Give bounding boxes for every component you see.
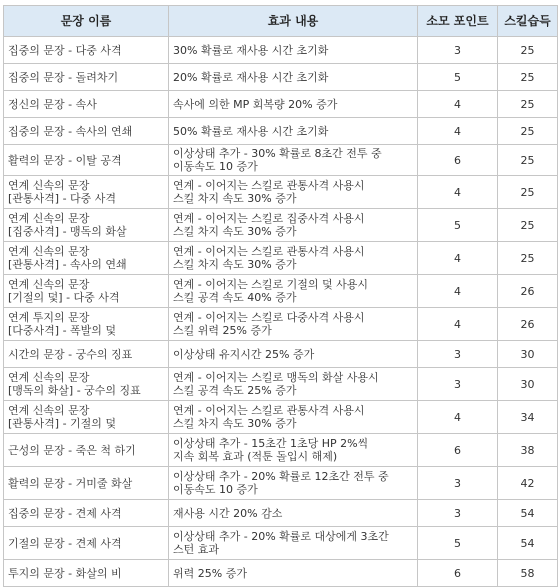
- crest-points-cell: 4: [418, 176, 498, 209]
- table-row: [4, 242, 558, 275]
- crest-effect-line: 이상상태 추가 - 30% 확률로 8초간 전투 중: [173, 147, 382, 160]
- crest-effect-line: 위력 25% 증가: [173, 566, 247, 580]
- table-row: [4, 176, 558, 209]
- crest-level-cell: 25: [498, 242, 558, 275]
- crest-points-cell: 6: [418, 145, 498, 176]
- crest-effect-cell: [169, 37, 418, 64]
- crest-name-cell: [4, 308, 169, 341]
- table-row: [4, 37, 558, 64]
- crest-effect-line: 지속 회복 효과 (적툰 돌입시 해제): [173, 450, 338, 463]
- table-row: [4, 527, 558, 560]
- crest-effect-line: 연계 - 이어지는 스킬로 집중사격 사용시: [173, 212, 365, 225]
- crest-name-line: 활력의 문장 - 거미줄 화살: [8, 476, 133, 490]
- crest-effect-cell: [169, 308, 418, 341]
- table-row: [4, 434, 558, 467]
- crest-effect-line: 스킬 차지 속도 30% 증가: [173, 225, 297, 238]
- crest-name-cell: [4, 401, 169, 434]
- table-row: [4, 401, 558, 434]
- crest-effect-line: 연계 - 이어지는 스킬로 관통사격 사용시: [173, 245, 365, 258]
- crest-name-cell: [4, 527, 169, 560]
- crest-effect-cell: [169, 341, 418, 368]
- crest-level-cell: 25: [498, 118, 558, 145]
- crest-name-line: 연계 투지의 문장: [8, 311, 90, 324]
- crest-effect-line: 재사용 시간 20% 감소: [173, 506, 283, 520]
- crest-effect-line: 이동속도 10 증가: [173, 160, 258, 173]
- crest-name-cell: [4, 64, 169, 91]
- crest-level-cell: 30: [498, 368, 558, 401]
- crest-level-cell: 42: [498, 467, 558, 500]
- crest-name-line: 연계 신속의 문장: [8, 212, 90, 225]
- crest-name-line: 집중의 문장 - 견제 사격: [8, 506, 122, 520]
- crest-effect-line: 연계 - 이어지는 스킬로 관통사격 사용시: [173, 179, 365, 192]
- crest-level-cell: 54: [498, 500, 558, 527]
- crest-level-cell: 25: [498, 64, 558, 91]
- table-row: [4, 64, 558, 91]
- crest-effect-cell: [169, 91, 418, 118]
- crest-name-cell: [4, 91, 169, 118]
- crest-name-line: [집중사격] - 맹독의 화살: [8, 225, 127, 238]
- crest-name-cell: [4, 209, 169, 242]
- crest-effect-line: 스킬 위력 25% 증가: [173, 324, 272, 337]
- crest-effect-line: 스킬 공격 속도 25% 증가: [173, 384, 297, 397]
- crest-name-cell: [4, 500, 169, 527]
- crest-name-line: 시간의 문장 - 궁수의 징표: [8, 347, 133, 361]
- crest-effect-line: 스킬 공격 속도 40% 증가: [173, 291, 297, 304]
- table-row: [4, 145, 558, 176]
- crest-effect-cell: [169, 434, 418, 467]
- crest-points-cell: 4: [418, 118, 498, 145]
- crest-name-line: 연계 신속의 문장: [8, 371, 90, 384]
- crest-effect-line: 스턴 효과: [173, 543, 220, 556]
- crest-name-line: 연계 신속의 문장: [8, 278, 90, 291]
- crest-name-line: [다중사격] - 폭발의 덫: [8, 324, 117, 337]
- crest-effect-line: 연계 - 이어지는 스킬로 다중사격 사용시: [173, 311, 365, 324]
- crest-level-cell: 25: [498, 209, 558, 242]
- crest-effect-cell: [169, 560, 418, 587]
- crest-name-line: [관통사격] - 다중 사격: [8, 192, 117, 205]
- crest-level-cell: 26: [498, 308, 558, 341]
- crest-effect-line: 이동속도 10 증가: [173, 483, 258, 496]
- crest-level-cell: 58: [498, 560, 558, 587]
- crest-name-line: 집중의 문장 - 다중 사격: [8, 43, 122, 57]
- table-header-row: [4, 6, 558, 37]
- crest-points-cell: 4: [418, 242, 498, 275]
- crest-level-cell: 54: [498, 527, 558, 560]
- crest-name-cell: [4, 275, 169, 308]
- crest-points-cell: 4: [418, 275, 498, 308]
- crest-name-line: 연계 신속의 문장: [8, 179, 90, 192]
- crest-effect-line: 이상상태 추가 - 15초간 1초당 HP 2%씩: [173, 437, 369, 450]
- table-row: [4, 341, 558, 368]
- crest-name-line: 투지의 문장 - 화살의 비: [8, 566, 122, 580]
- crest-effect-cell: [169, 64, 418, 91]
- table-row: [4, 368, 558, 401]
- crest-level-cell: 30: [498, 341, 558, 368]
- crest-name-line: [관통사격] - 기절의 덫: [8, 417, 117, 430]
- crest-name-line: [맹독의 화살] - 궁수의 징표: [8, 384, 141, 397]
- crest-name-line: 기절의 문장 - 견제 사격: [8, 536, 122, 550]
- column-header-name: 문장 이름: [4, 6, 169, 37]
- crest-name-line: [기절의 덫] - 다중 사격: [8, 291, 120, 304]
- crest-effect-line: 이상상태 추가 - 20% 확률로 대상에게 3초간: [173, 530, 389, 543]
- crest-level-cell: 25: [498, 176, 558, 209]
- crest-effect-cell: [169, 527, 418, 560]
- crest-points-cell: 5: [418, 64, 498, 91]
- crest-name-cell: [4, 341, 169, 368]
- crest-effect-cell: [169, 242, 418, 275]
- crest-points-cell: 3: [418, 500, 498, 527]
- table-body: [4, 37, 558, 587]
- crest-name-cell: [4, 434, 169, 467]
- crest-name-line: 집중의 문장 - 속사의 연쇄: [8, 124, 133, 138]
- crest-effect-cell: [169, 368, 418, 401]
- crest-name-line: [관통사격] - 속사의 연쇄: [8, 258, 127, 271]
- crest-name-cell: [4, 118, 169, 145]
- crest-effect-cell: [169, 118, 418, 145]
- table-row: [4, 560, 558, 587]
- crest-points-cell: 3: [418, 368, 498, 401]
- crest-level-cell: 38: [498, 434, 558, 467]
- crest-points-cell: 6: [418, 560, 498, 587]
- crest-effect-line: 연계 - 이어지는 스킬로 기절의 덫 사용시: [173, 278, 368, 291]
- crest-level-cell: 25: [498, 145, 558, 176]
- crest-name-cell: [4, 37, 169, 64]
- crest-name-line: 정신의 문장 - 속사: [8, 97, 97, 111]
- crest-effect-cell: [169, 275, 418, 308]
- crest-points-cell: 5: [418, 209, 498, 242]
- crest-effect-line: 이상상태 추가 - 20% 확률로 12초간 전투 중: [173, 470, 389, 483]
- crest-effect-line: 이상상태 유지시간 25% 증가: [173, 347, 315, 361]
- crest-effect-cell: [169, 176, 418, 209]
- crest-table: [3, 5, 558, 587]
- crest-name-cell: [4, 368, 169, 401]
- column-header-points: 소모 포인트: [418, 6, 498, 37]
- crest-effect-line: 20% 확률로 재사용 시간 초기화: [173, 70, 329, 84]
- crest-level-cell: 25: [498, 37, 558, 64]
- crest-effect-cell: [169, 145, 418, 176]
- table-row: [4, 275, 558, 308]
- crest-points-cell: 5: [418, 527, 498, 560]
- crest-name-cell: [4, 467, 169, 500]
- crest-effect-line: 스킬 차지 속도 30% 증가: [173, 417, 297, 430]
- crest-points-cell: 3: [418, 467, 498, 500]
- crest-effect-line: 속사에 의한 MP 회복량 20% 증가: [173, 97, 338, 111]
- crest-points-cell: 4: [418, 91, 498, 118]
- table-row: [4, 209, 558, 242]
- crest-level-cell: 26: [498, 275, 558, 308]
- crest-level-cell: 34: [498, 401, 558, 434]
- crest-name-cell: [4, 560, 169, 587]
- crest-name-line: 근성의 문장 - 죽은 척 하기: [8, 443, 136, 457]
- crest-name-line: 연계 신속의 문장: [8, 245, 90, 258]
- table-row: [4, 118, 558, 145]
- crest-points-cell: 4: [418, 401, 498, 434]
- crest-name-line: 집중의 문장 - 돌려차기: [8, 70, 119, 84]
- table-row: [4, 467, 558, 500]
- crest-effect-line: 50% 확률로 재사용 시간 초기화: [173, 124, 329, 138]
- crest-effect-line: 연계 - 이어지는 스킬로 관통사격 사용시: [173, 404, 365, 417]
- column-header-level: 스킬습득: [498, 6, 558, 37]
- crest-name-line: 활력의 문장 - 이탈 공격: [8, 153, 122, 167]
- crest-name-cell: [4, 145, 169, 176]
- crest-level-cell: 25: [498, 91, 558, 118]
- crest-name-cell: [4, 176, 169, 209]
- crest-effect-line: 스킬 차지 속도 30% 증가: [173, 258, 297, 271]
- table-row: [4, 500, 558, 527]
- crest-effect-line: 30% 확률로 재사용 시간 초기화: [173, 43, 329, 57]
- column-header-effect: 효과 내용: [169, 6, 418, 37]
- crest-effect-line: 연계 - 이어지는 스킬로 맹독의 화살 사용시: [173, 371, 379, 384]
- crest-points-cell: 3: [418, 341, 498, 368]
- crest-points-cell: 6: [418, 434, 498, 467]
- table-row: [4, 308, 558, 341]
- crest-points-cell: 4: [418, 308, 498, 341]
- crest-points-cell: 3: [418, 37, 498, 64]
- crest-name-cell: [4, 242, 169, 275]
- crest-effect-cell: [169, 467, 418, 500]
- crest-effect-cell: [169, 209, 418, 242]
- crest-name-line: 연계 신속의 문장: [8, 404, 90, 417]
- crest-effect-cell: [169, 401, 418, 434]
- crest-effect-line: 스킬 차지 속도 30% 증가: [173, 192, 297, 205]
- table-row: [4, 91, 558, 118]
- crest-effect-cell: [169, 500, 418, 527]
